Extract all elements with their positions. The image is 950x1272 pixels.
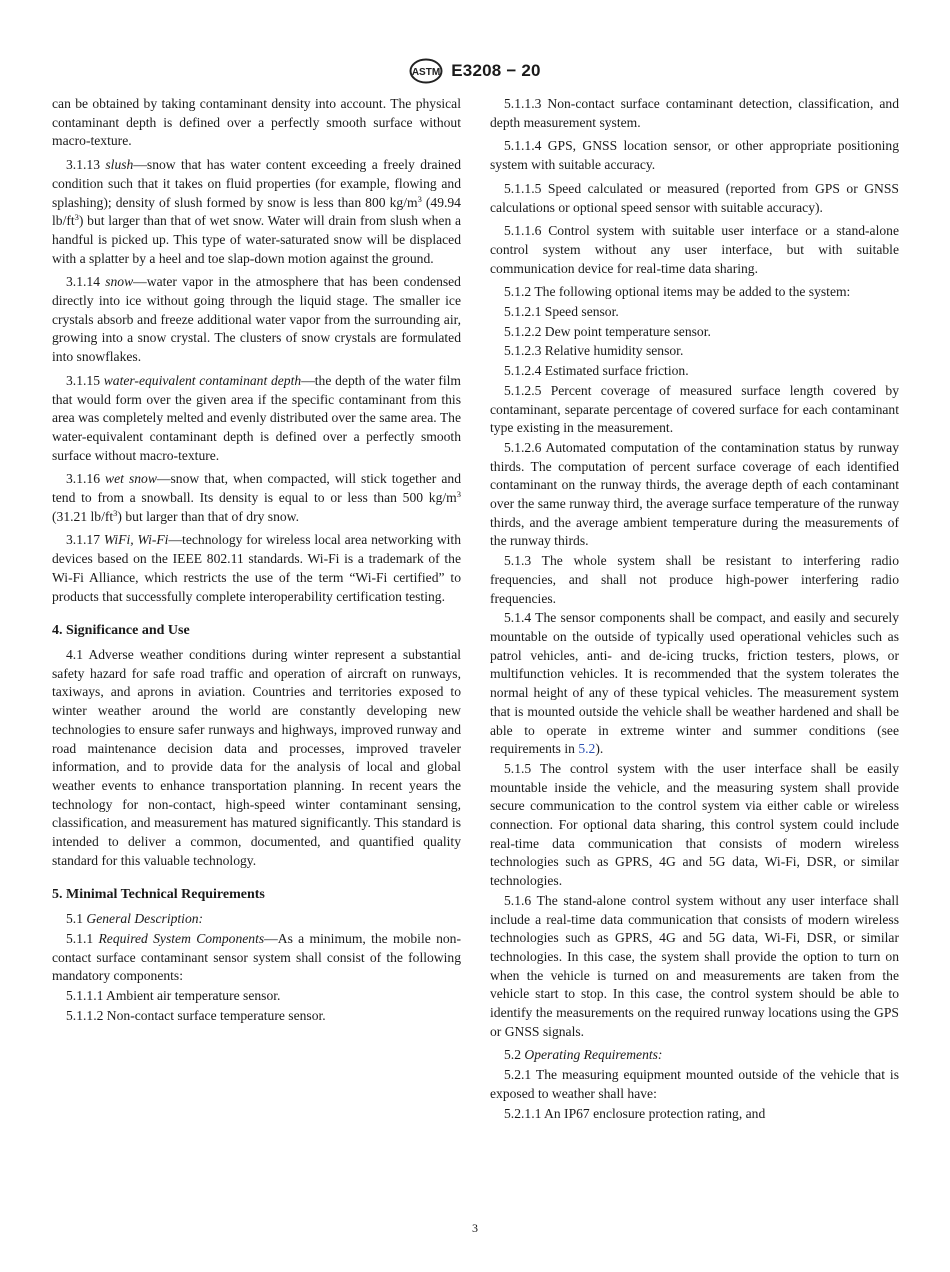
paragraph-5-1-2-4: 5.1.2.4 Estimated surface friction. <box>504 363 689 379</box>
standard-designation: E3208 − 20 <box>451 61 541 80</box>
paragraph-5-1-1-4: 5.1.1.4 GPS, GNSS location sensor, or other appropriate positioning system with suitable accuracy. <box>490 138 899 173</box>
paragraph-5-1-3: 5.1.3 The whole system shall be resistant to interfering radio frequencies, and shall not produce high-power interfering radio frequencies. <box>490 553 899 606</box>
paragraph-5-2: 5.2 Operating Requirements: <box>504 1047 663 1063</box>
paragraph-5-1-1-1: 5.1.1.1 Ambient air temperature sensor. <box>66 987 281 1003</box>
definition-snow: 3.1.14 snow—water vapor in the atmosphere that has been condensed directly into ice without going through the liquid stage. The smaller ice crystals absorb and freeze additional water vapor from the surrounding air, growing into a snow crystal. The clusters of snow crystals are formulated into snowflakes. <box>52 274 461 365</box>
paragraph-5-2-1-1: 5.2.1.1 An IP67 enclosure protection rating, and <box>504 1105 766 1121</box>
astm-logo-icon <box>409 58 443 84</box>
paragraph-5-1-2-2: 5.1.2.2 Dew point temperature sensor. <box>504 323 711 339</box>
definition-slush: 3.1.13 slush—snow that has water content exceeding a freely drained condition such that it takes on fluid properties (for example, flowing and splashing); density of slush formed by snow is less than 800 $kg/m^3$ (49.94 $lb/ft^3$) but larger than that of wet snow. Water will drain from slush when a handful is picked up. This type of water-saturated snow will be displaced with a splatter by a heel and toe slap-down motion against the ground. <box>52 157 461 266</box>
paragraph-5-1-2-3: 5.1.2.3 Relative humidity sensor. <box>504 343 684 359</box>
paragraph-5-1-1-5: 5.1.1.5 Speed calculated or measured (reported from GPS or GNSS calculations or optional speed sensor with suitable accuracy). <box>490 180 899 215</box>
logo-text: ASTM <box>412 67 441 78</box>
paragraph-5-1-1-6: 5.1.1.6 Control system with suitable user interface or a stand-alone control system without any user interface, but with suitable communication device for real-time data sharing. <box>490 223 899 276</box>
paragraph-5-1-5: 5.1.5 The control system with the user interface shall be easily mountable inside the vehicle, and the measuring system shall provide secure communication to the control system via either cable or wireless connection. For optional data sharing, this control system could include real-time data communication that consists of modern wireless technologies such as GPRS, 4G and 5G data, Wi-Fi, DSR, or similar technologies. <box>490 760 899 889</box>
definition-water-equivalent-depth: 3.1.15 water-equivalent contaminant depth—the depth of the water film that would form over the given area if the specific contaminant from this area was completely melted and evenly distributed over the same area. The water-equivalent contaminant depth is defined over a perfectly smooth surface without macro-texture. <box>52 372 461 463</box>
left-column <box>52 95 461 1026</box>
paragraph-5-1-2-5: 5.1.2.5 Percent coverage of measured surface length covered by contaminant, separate percentage of covered surface for each contaminant type existing in the measurement. <box>490 382 899 436</box>
paragraph-5-1-2-6: 5.1.2.6 Automated computation of the contamination status by runway thirds. The computation of percent surface coverage of each identified contaminant on the runway thirds, the average depth of each contaminant over the same runway third, the average surface temperature of the runway thirds, and the average ambient temperature during the measurements of the runway thirds. <box>490 439 899 549</box>
paragraph-5-1-2: 5.1.2 The following optional items may be added to the system: <box>504 284 851 300</box>
definition-wet-snow: 3.1.16 wet snow—snow that, when compacted, will stick together and tend to from a snowball. Its density is equal to or less than 500 $kg/m^3$ (31.21 $lb/ft^3$) but larger than that of dry snow. <box>52 471 461 524</box>
paragraph-5-1-1-2: 5.1.1.2 Non-contact surface temperature sensor. <box>66 1007 326 1023</box>
paragraph-4-1: 4.1 Adverse weather conditions during winter represent a substantial safety hazard for safe road traffic and operation of aircraft on runways, taxiways, and aprons in aviation. Countries and territories exposed to winter weather around the world are constantly developing new technologies to ensure safer runways and highways, improved runway and road maintenance decision data and processes, improved traveler information, and to provide data for the analysis of local and global weather events to enhance transportation planning. In recent years the technology for non-contact, high-speed winter contaminant sensing, classification, and measurement has matured significantly. This standard is intended to deliver a common, documented, and quantified quality standard for this valuable technology. <box>52 646 461 868</box>
page-number: 3 <box>472 1221 478 1235</box>
definition-wifi: 3.1.17 WiFi, Wi-Fi—technology for wireless local area networking with devices based on the IEEE 802.11 standards. Wi-Fi is a trademark of the Wi-Fi Alliance, which restricts the use of the term “Wi-Fi certified” to products that successfully complete interoperability certification testing. <box>52 532 461 604</box>
paragraph-5-1-6: 5.1.6 The stand-alone control system without any user interface shall include a real-time data communication that consists of modern wireless technologies such as GPRS, 4G and 5G data, Wi-Fi, DSR, or similar technologies. In this case, the system shall provide the option to turn on when the vehicle is turned on and measurements are taken from the vehicle start to stop. In this case, the control system should be able to identify the measurements on the required runway locations using the GPS or GNSS signals. <box>490 892 899 1039</box>
continued-paragraph: can be obtained by taking contaminant density into account. The physical contaminant depth is defined over a perfectly smooth surface without macro-texture. <box>52 96 461 149</box>
paragraph-5-1: 5.1 General Description: <box>66 911 204 927</box>
right-column <box>490 95 899 1124</box>
paragraph-5-1-4: 5.1.4 The sensor components shall be compact, and easily and securely mountable on the outside of typically used operational vehicles such as patrol vehicles, anti- and de-icing trucks, friction testers, plows, or multifunction vehicles. It is recommended that the system tolerates the normal height of any of these typical vehicles. The measurement system that is mounted outside the vehicle shall be weather hardened and shall be able to operate in extreme winter and summer conditions (see requirements in 5.2). <box>490 610 899 757</box>
paragraph-5-1-1: 5.1.1 Required System Components—As a minimum, the mobile non-contact surface contaminant sensor system shall consist of the following mandatory components: <box>52 930 461 984</box>
page-header <box>0 56 950 86</box>
section-heading-significance: 4. Significance and Use <box>52 623 190 639</box>
paragraph-5-1-2-1: 5.1.2.1 Speed sensor. <box>504 304 619 320</box>
section-link-5-2[interactable]: 5.2 <box>578 741 596 757</box>
section-heading-requirements: 5. Minimal Technical Requirements <box>52 887 265 903</box>
paragraph-5-2-1: 5.2.1 The measuring equipment mounted outside of the vehicle that is exposed to weather shall have: <box>490 1067 899 1101</box>
paragraph-5-1-1-3: 5.1.1.3 Non-contact surface contaminant detection, classification, and depth measurement system. <box>490 96 899 130</box>
